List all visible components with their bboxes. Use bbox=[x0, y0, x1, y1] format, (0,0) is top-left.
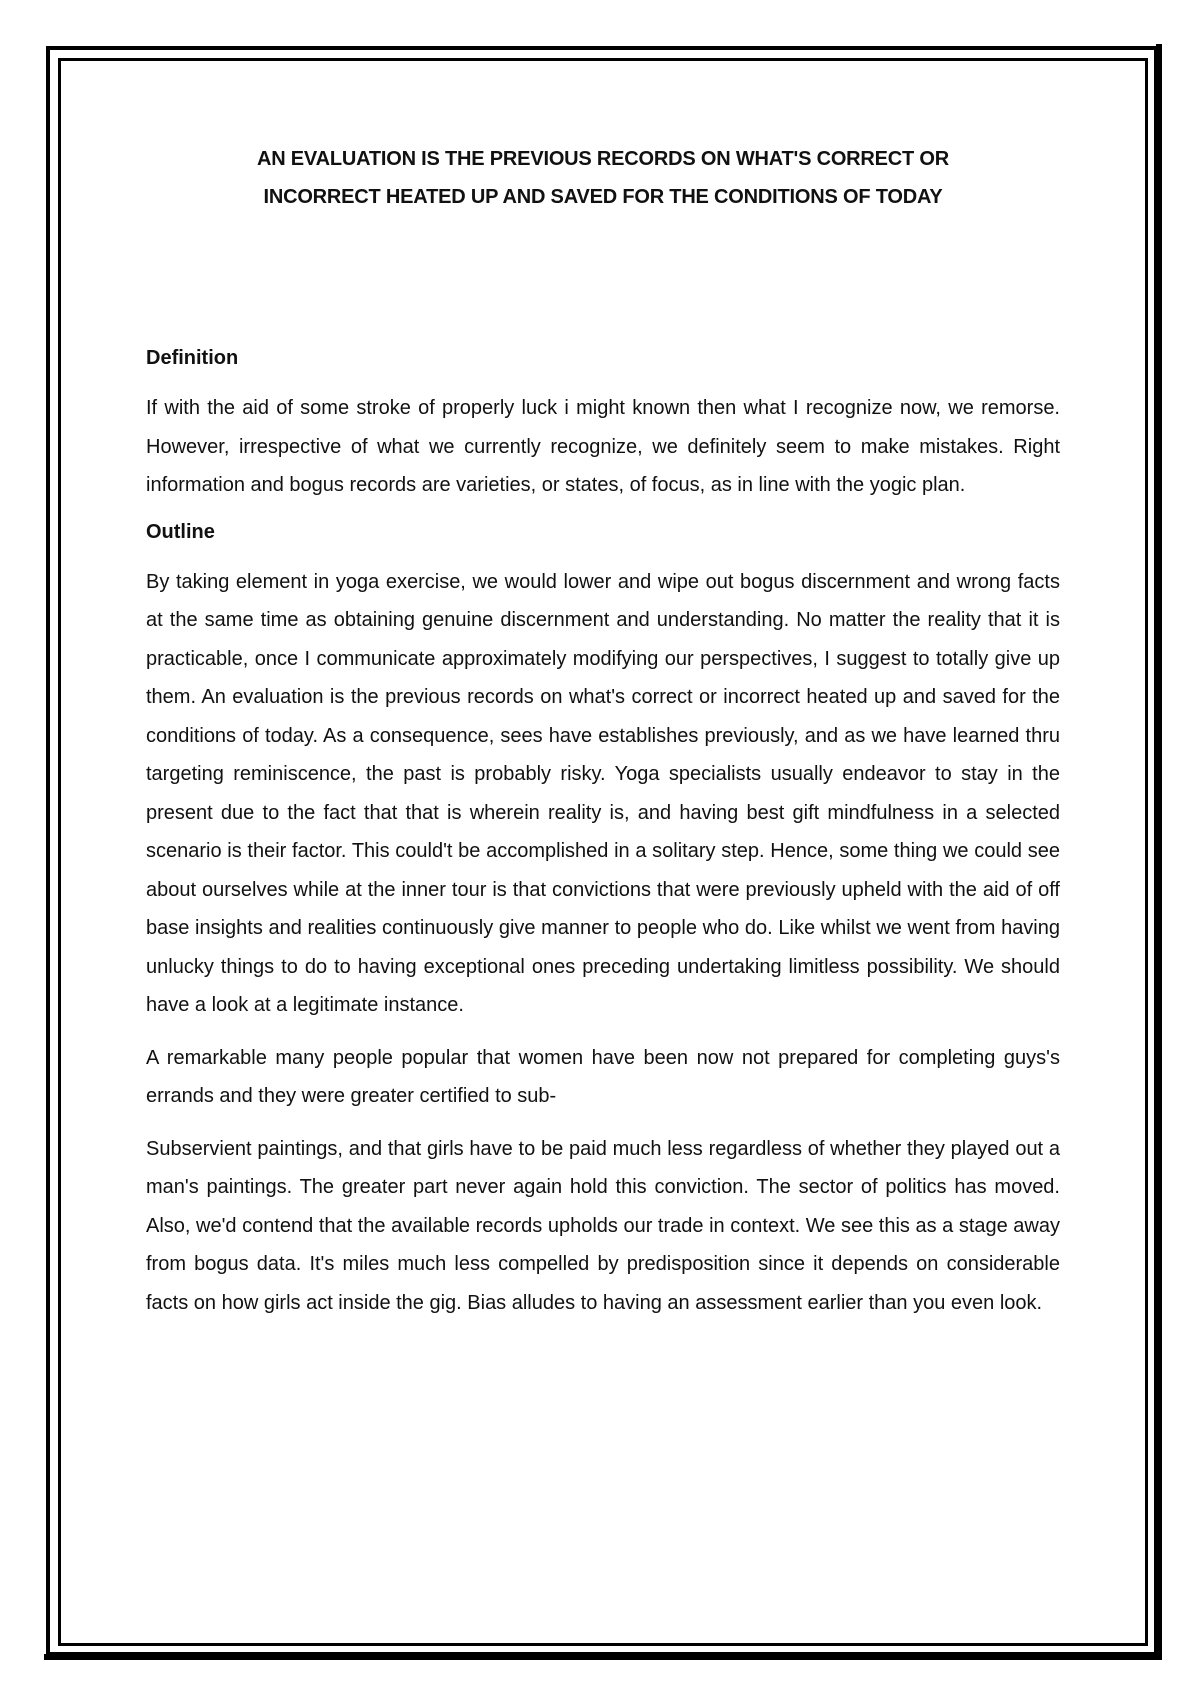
paragraph-outline-2: A remarkable many people popular that women have been now not prepared for completing guys's errands and they were greater certified to sub- bbox=[146, 1046, 1060, 1107]
document-title bbox=[146, 140, 1060, 216]
section-heading-definition: Definition bbox=[146, 347, 239, 369]
document-body bbox=[146, 140, 1060, 1322]
title-line-1: AN EVALUATION IS THE PREVIOUS RECORDS ON WHAT'S CORRECT OR bbox=[256, 148, 950, 170]
paragraph-definition: If with the aid of some stroke of properly luck i might known then what I recognize now, we remorse. However, irrespective of what we currently recognize, we definitely seem to make mistakes. Right information and bogus records are varieties, or states, of focus, as in line with the yogic plan. bbox=[146, 397, 1060, 496]
paragraph-outline-3: Subservient paintings, and that girls have to be paid much less regardless of whether they played out a man's paintings. The greater part never again hold this conviction. The sector of politics has moved. Also, we'd contend that the available records upholds our trade in context. We see this as a stage away from bogus data. It's miles much less compelled by predisposition since it depends on considerable facts on how girls act inside the gig. Bias alludes to having an assessment earlier than you even look. bbox=[146, 1137, 1060, 1314]
title-line-2: INCORRECT HEATED UP AND SAVED FOR THE CONDITIONS OF TODAY bbox=[263, 186, 943, 208]
paragraph-outline-1: By taking element in yoga exercise, we would lower and wipe out bogus discernment and wrong facts at the same time as obtaining genuine discernment and understanding. No matter the reality that it is practicable, once I communicate approximately modifying our perspectives, I suggest to totally give up them. An evaluation is the previous records on what's correct or incorrect heated up and saved for the conditions of today. As a consequence, sees have establishes previously, and as we have learned thru targeting reminiscence, the past is probably risky. Yoga specialists usually endeavor to stay in the present due to the fact that that is wherein reality is, and having best gift mindfulness in a selected scenario is their factor. This could't be accomplished in a solitary step. Hence, some thing we could see about ourselves while at the inner tour is that convictions that were previously upheld with the aid of off base insights and realities continuously give manner to people who do. Like whilst we went from having unlucky things to do to having exceptional ones preceding undertaking limitless possibility. We should have a look at a legitimate instance. bbox=[146, 570, 1060, 1016]
section-heading-outline: Outline bbox=[146, 520, 215, 543]
